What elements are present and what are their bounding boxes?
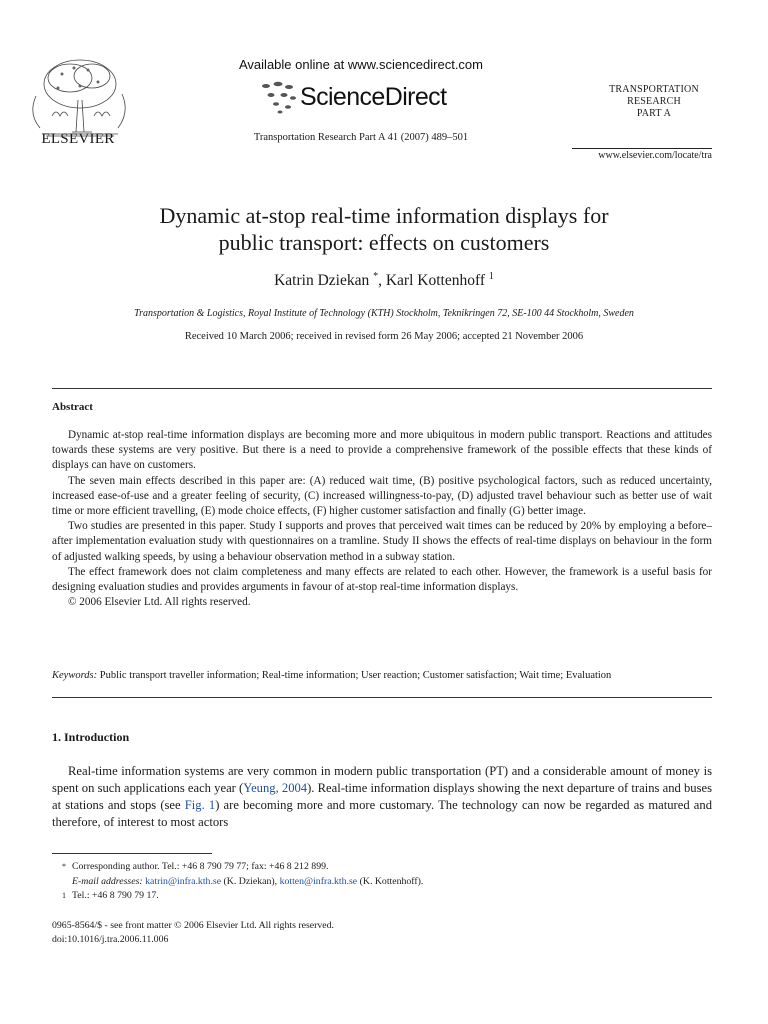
journal-title-line: RESEARCH bbox=[627, 96, 681, 107]
abstract-paragraph: The seven main effects described in this paper are: (A) reduced wait time, (B) positive psychological factors, such as reduced uncertainty, increased ease-of-use and a greater feeling of security, (C) increased willingness-to-pay, (D) adjusted travel behaviour such as better use of wait time or more efficient travelling, (E) mode choice effects, (F) higher customer satisfaction and finally (G) better image. bbox=[52, 474, 712, 518]
intro-text: ) are becoming more and more customary. The technology can now be regarded as matured and therefore, of interest to most actors bbox=[52, 798, 712, 829]
email-owner: (K. Kottenhoff). bbox=[357, 876, 424, 887]
intro-paragraph bbox=[52, 763, 712, 831]
abstract-copyright: © 2006 Elsevier Ltd. All rights reserved. bbox=[68, 596, 251, 609]
received-dates: Received 10 March 2006; received in revised form 26 May 2006; accepted 21 November 2006 bbox=[184, 331, 584, 342]
issn-line: 0965-8564/$ - see front matter © 2006 Elsevier Ltd. All rights reserved. bbox=[52, 920, 334, 931]
journal-reference: Transportation Research Part A 41 (2007) 489–501 bbox=[253, 132, 469, 143]
title-line: Dynamic at-stop real-time information displays for bbox=[159, 203, 609, 228]
author-name[interactable]: Katrin Dziekan bbox=[274, 272, 370, 290]
header-divider bbox=[572, 148, 712, 149]
intro-text: Real-time information systems are very common in modern public transportation (PT) and a considerable amount of money is spent on such applications each year ( bbox=[52, 764, 712, 795]
citation-link[interactable]: Yeung, 2004 bbox=[243, 781, 308, 795]
author-separator: , bbox=[378, 272, 386, 290]
available-online-text: Available online at www.sciencedirect.com bbox=[239, 57, 483, 72]
corresponding-author-mark[interactable]: * bbox=[373, 271, 379, 282]
intro-text: ). Real-time information displays showing the next departure of trains and buses at stations and stops (see bbox=[52, 781, 712, 812]
figure-link[interactable]: Fig. 1 bbox=[184, 798, 216, 812]
email-link[interactable]: katrin@infra.kth.se bbox=[145, 876, 222, 887]
abstract-top-rule bbox=[52, 388, 712, 389]
abstract-bottom-rule bbox=[52, 697, 712, 698]
journal-title-line: TRANSPORTATION bbox=[609, 84, 699, 95]
article-title bbox=[56, 202, 712, 256]
journal-url-link[interactable]: www.elsevier.com/locate/tra bbox=[598, 150, 712, 161]
footnote-phone bbox=[52, 889, 712, 902]
sciencedirect-dots-icon bbox=[258, 80, 298, 116]
abstract-paragraph: Dynamic at-stop real-time information displays are becoming more and more ubiquitous in modern public transport. Reactions and attitudes towards these systems are very positive. But there is a need to provide a comprehensive framework of the possible effects that these kinds of displays can have on customers. bbox=[52, 429, 712, 472]
author-footnote-mark[interactable]: 1 bbox=[488, 271, 494, 282]
keywords-line bbox=[52, 670, 712, 681]
journal-title-block bbox=[590, 84, 718, 120]
journal-title-line: PART A bbox=[636, 108, 672, 119]
footnote-text: Corresponding author. Tel.: +46 8 790 79 77; fax: +46 8 212 899. bbox=[72, 861, 329, 872]
footnote-mark: * bbox=[62, 862, 66, 871]
abstract-heading: Abstract bbox=[52, 401, 93, 413]
abstract-paragraph: Two studies are presented in this paper. Study I supports and proves that perceived wait times can be reduced by 20% by employing a before–after implementation evaluation study with questionnaires on a tramline. Study II shows the effects of real-time displays on behaviour in the form of adjusted walking speeds, by using a behaviour observation method in a subway station. bbox=[52, 520, 712, 563]
footnote-emails bbox=[52, 875, 712, 888]
footnote-rule bbox=[52, 853, 212, 854]
author-list bbox=[56, 271, 712, 290]
email-link[interactable]: kotten@infra.kth.se bbox=[279, 876, 358, 887]
footnote-mark: 1 bbox=[62, 891, 66, 900]
doi-link[interactable]: doi:10.1016/j.tra.2006.11.006 bbox=[52, 934, 169, 945]
email-label: E-mail addresses: bbox=[72, 876, 143, 887]
abstract-body bbox=[52, 428, 712, 610]
footnote-text: Tel.: +46 8 790 79 17. bbox=[72, 890, 159, 901]
keywords-label: Keywords: bbox=[52, 670, 98, 681]
author-name[interactable]: Karl Kottenhoff bbox=[385, 272, 486, 290]
title-line: public transport: effects on customers bbox=[218, 230, 550, 255]
sciencedirect-wordmark: ScienceDirect bbox=[300, 83, 447, 111]
keywords-list: Public transport traveller information; Real-time information; User reaction; Customer satisfaction; Wait time; Evaluation bbox=[99, 670, 612, 681]
abstract-paragraph: The effect framework does not claim completeness and many effects are related to each other. However, the framework is a useful basis for designing evaluation studies and provides arguments in favour of at-stop real-time information displays. bbox=[52, 565, 712, 594]
section-heading: 1. Introduction bbox=[52, 730, 130, 744]
affiliation: Transportation & Logistics, Royal Institute of Technology (KTH) Stockholm, Teknikringen 72, SE-100 44 Stockholm, Sweden bbox=[134, 308, 634, 319]
email-owner: (K. Dziekan), bbox=[221, 876, 280, 887]
footnote-corresponding bbox=[52, 860, 712, 873]
publisher-name: ELSEVIER bbox=[41, 131, 115, 147]
